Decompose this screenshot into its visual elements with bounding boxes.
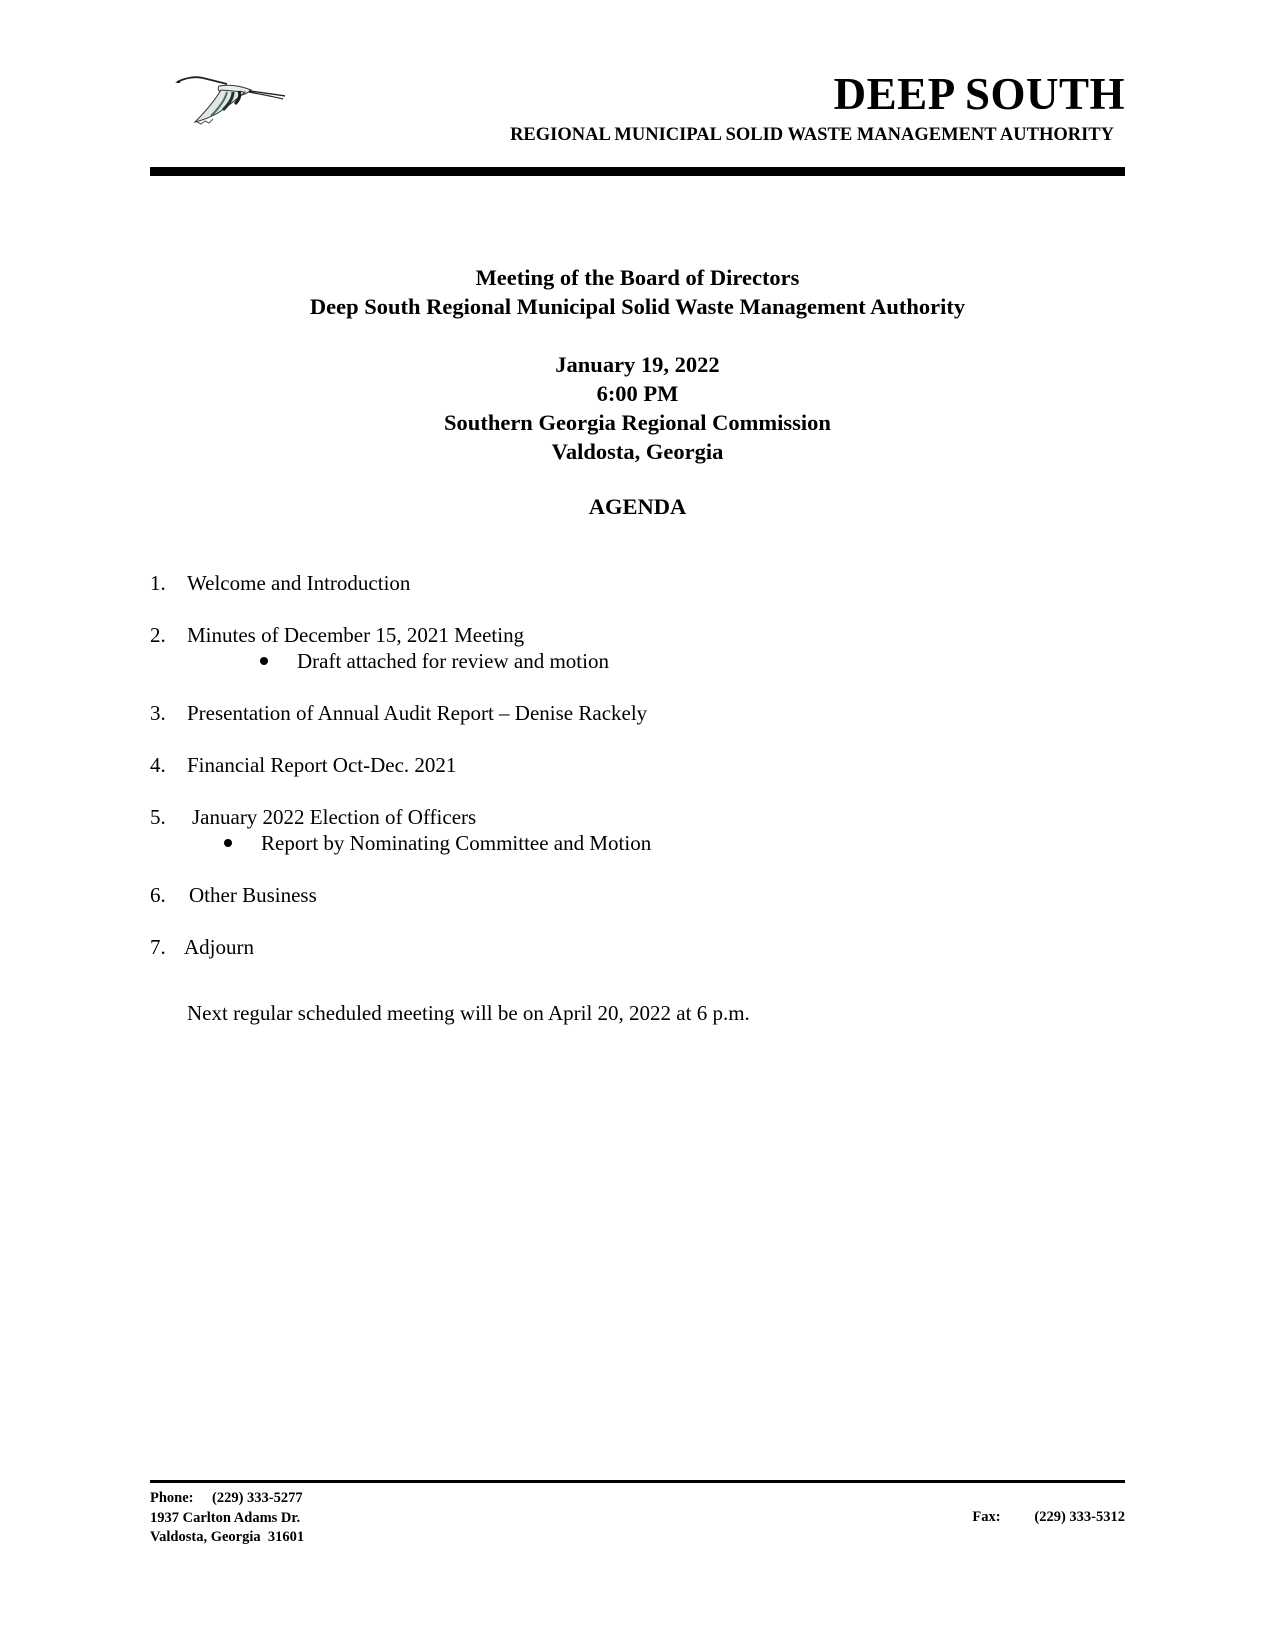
flying-crane-icon — [175, 72, 287, 130]
meeting-details-block — [150, 350, 1125, 466]
footer-contact — [150, 1489, 304, 1548]
org-subtitle: REGIONAL MUNICIPAL SOLID WASTE MANAGEMENT AUTHORITY — [510, 125, 1114, 145]
agenda-item-number: 1. — [150, 571, 166, 595]
phone-number: (229) 333-5277 — [212, 1490, 303, 1506]
agenda-sub-item-label: Draft attached for review and motion — [297, 649, 609, 673]
meeting-title-block — [150, 263, 1125, 321]
agenda-item-number: 3. — [150, 701, 166, 725]
header-rule — [150, 167, 1125, 176]
agenda-item-number: 4. — [150, 753, 166, 777]
agenda-item-label: Welcome and Introduction — [187, 571, 411, 595]
meeting-date: January 19, 2022 — [555, 352, 720, 377]
agenda-item-label: Financial Report Oct-Dec. 2021 — [187, 753, 457, 777]
fax-label: Fax: — [972, 1509, 1001, 1525]
bullet-icon — [224, 839, 232, 847]
agenda-item-number: 2. — [150, 623, 166, 647]
bullet-icon — [260, 657, 268, 665]
fax-number: (229) 333-5312 — [1034, 1509, 1125, 1525]
agenda-item-number: 6. — [150, 883, 166, 907]
agenda-sub-item-label: Report by Nominating Committee and Motion — [261, 831, 652, 855]
organization-title: Deep South Regional Municipal Solid Waste Management Authority — [309, 294, 966, 319]
meeting-title: Meeting of the Board of Directors — [475, 265, 800, 290]
agenda-item-number: 5. — [150, 805, 166, 829]
agenda-item-label: January 2022 Election of Officers — [192, 805, 477, 829]
agenda-item-label: Adjourn — [184, 935, 254, 959]
agenda-item-number: 7. — [150, 935, 166, 959]
footer-phone-row — [150, 1489, 304, 1509]
meeting-time: 6:00 PM — [596, 381, 679, 406]
phone-label: Phone: — [150, 1490, 194, 1506]
agenda-heading-text: AGENDA — [588, 494, 687, 519]
org-name: DEEP SOUTH — [833, 69, 1125, 119]
address-line-2: Valdosta, Georgia 31601 — [150, 1529, 305, 1545]
next-meeting-note: Next regular scheduled meeting will be on April 20, 2022 at 6 p.m. — [187, 1001, 750, 1025]
agenda-item-label: Minutes of December 15, 2021 Meeting — [187, 623, 525, 647]
meeting-city: Valdosta, Georgia — [551, 439, 724, 464]
agenda-item-label: Presentation of Annual Audit Report – Denise Rackely — [187, 701, 648, 725]
footer-fax — [972, 1508, 1125, 1528]
meeting-venue: Southern Georgia Regional Commission — [444, 410, 831, 435]
footer-rule — [150, 1480, 1125, 1483]
address-line-1: 1937 Carlton Adams Dr. — [150, 1509, 301, 1526]
agenda-item-label: Other Business — [189, 883, 317, 907]
agenda-heading — [150, 492, 1125, 521]
